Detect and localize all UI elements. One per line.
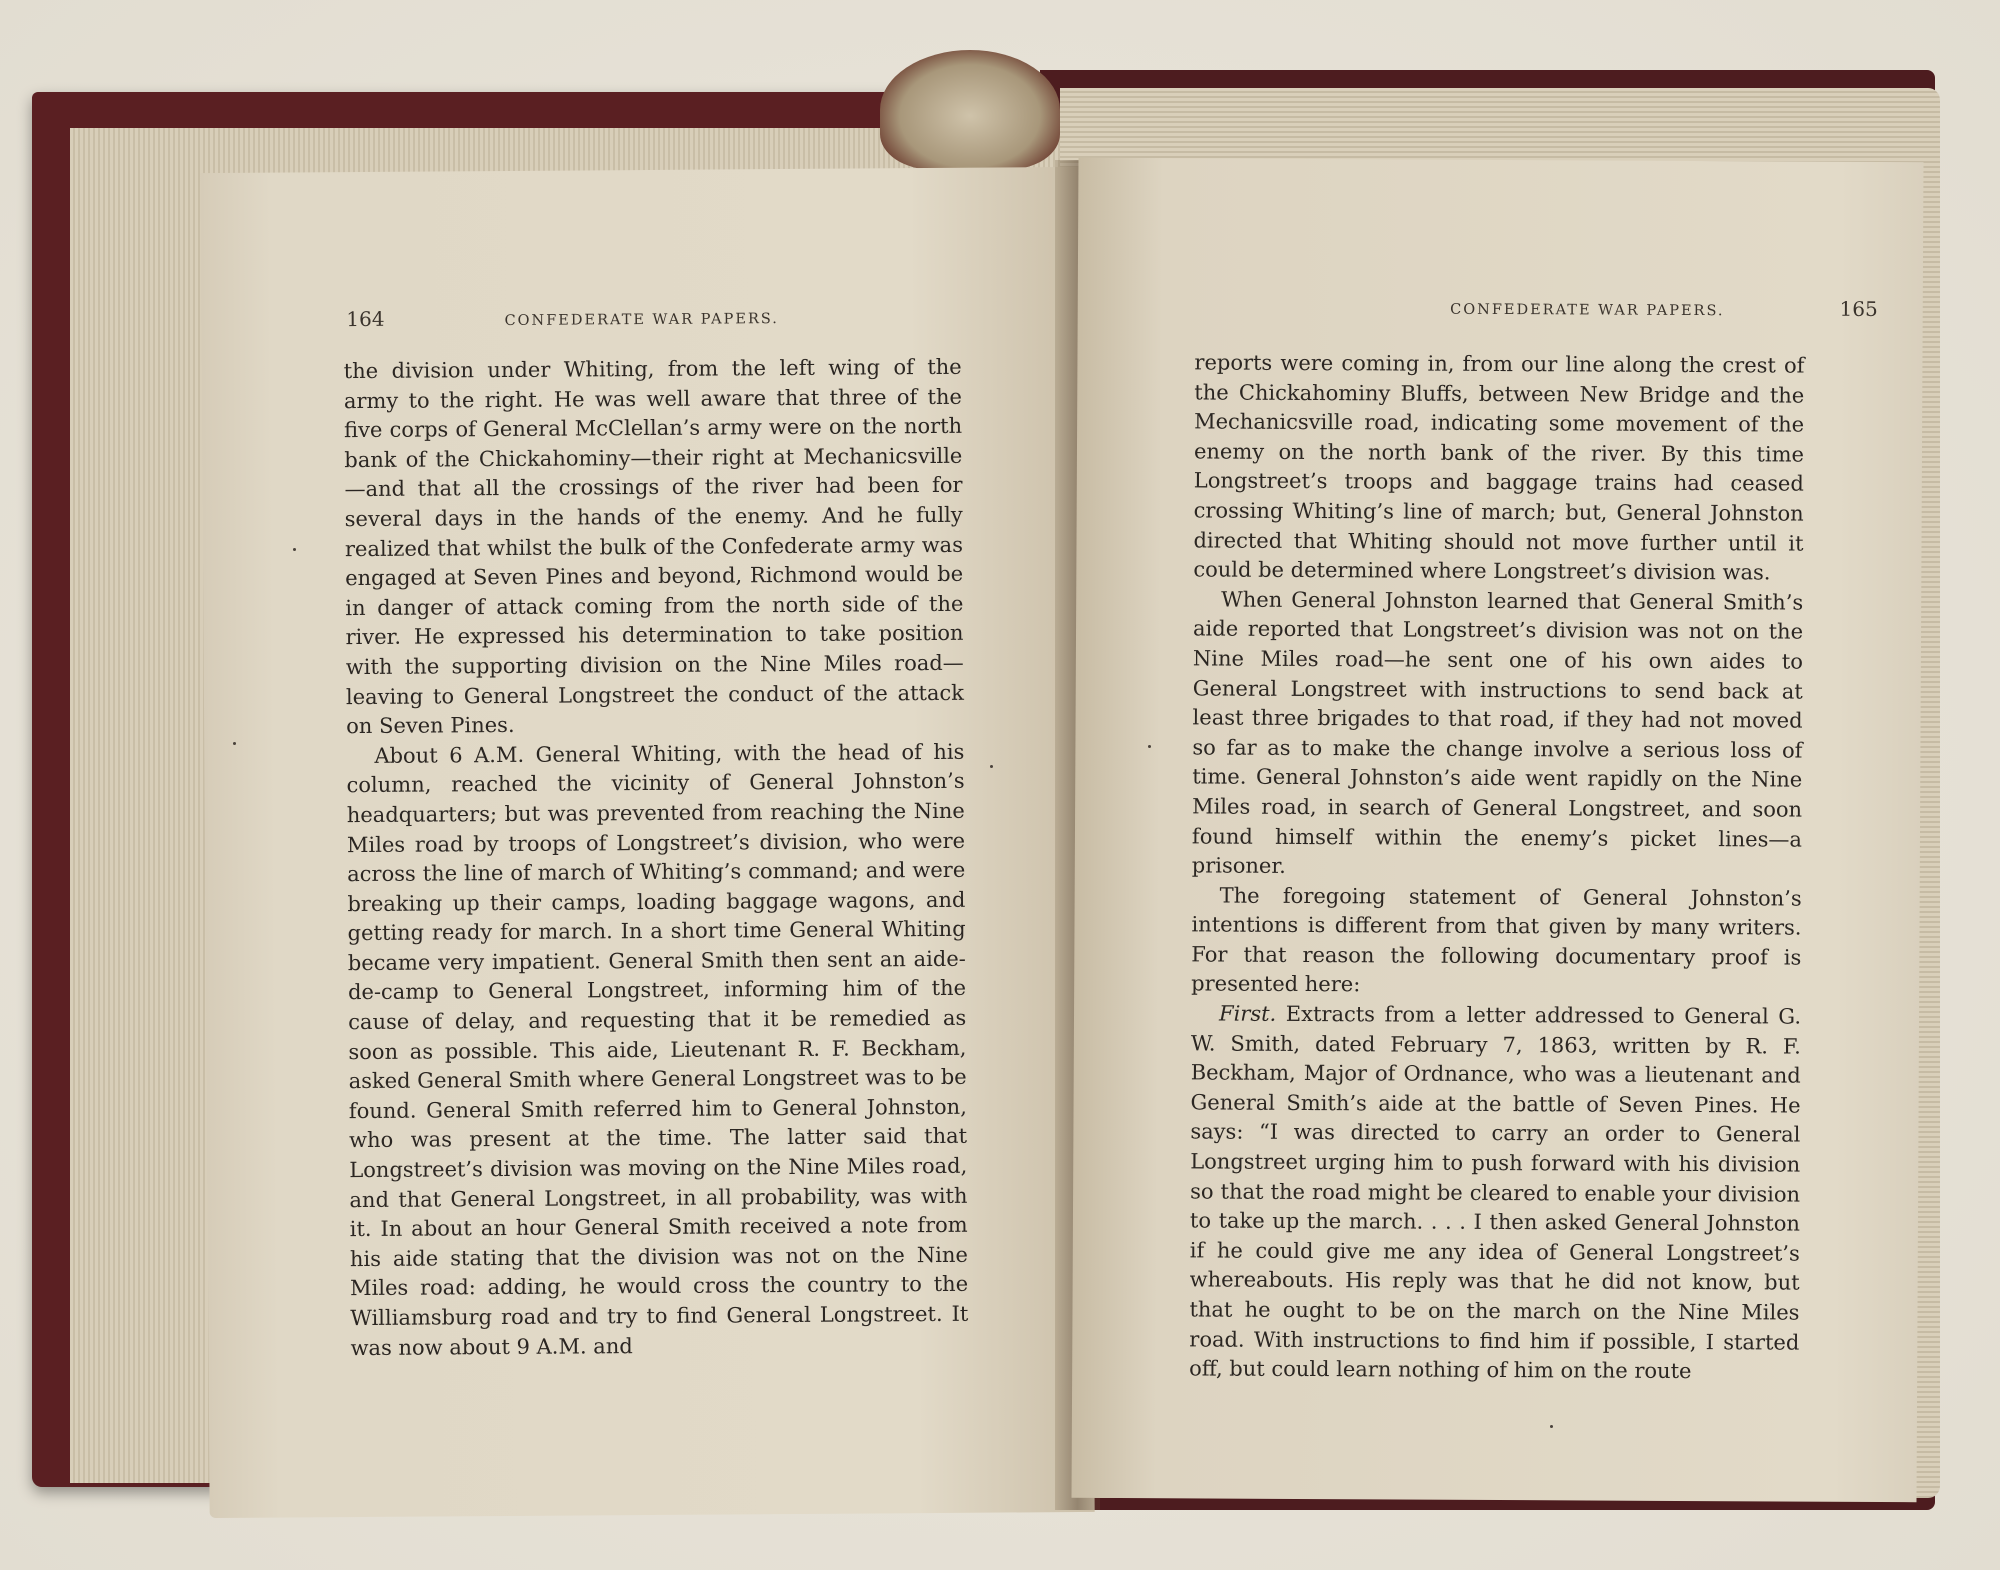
left-running-title: CONFEDERATE WAR PAPERS. (504, 311, 779, 329)
left-running-head (346, 303, 961, 331)
page-speck (1148, 745, 1151, 748)
left-text-block (344, 353, 969, 1363)
page-speck (233, 742, 236, 745)
first-text: Extracts from a letter addressed to General G. W. Smith, dated February 7, 1863, written by R. F. Beckham, Major of Ordnance, who was a lieutenant and General Smith’s aide at the battle of Seven Pines. He says: “I was directed to carry an order to General Longstreet urging him to push forward with his division so that the road might be cleared to enable your division to take up the march. . . . I then asked General Johnston if he could give me any idea of General Longstreet’s whereabouts. His reply was that he did not know, but that he ought to be on the march on the Nine Miles road. With instructions to find him if possible, I started off, but could learn nothing of him on the route (1189, 1001, 1802, 1384)
right-page (1071, 158, 1923, 1502)
page-speck (293, 548, 296, 551)
book-spine (880, 50, 1060, 170)
right-running-title: CONFEDERATE WAR PAPERS. (1450, 301, 1725, 320)
left-paragraph: About 6 A.M. General Whiting, with the head of his column, reached the vicinity of General Johnston’s headquarters; but was prevented from reaching the Nine Miles road by troops of Longstreet’s division, who were across the line of march of Whiting’s command; and were breaking up their camps, loading baggage wagons, and getting ready for march. In a short time General Whiting became very impatient. General Smith then sent an aide-de-camp to General Longstreet, informing him of the cause of delay, and requesting that it be remedied as soon as possible. This aide, Lieutenant R. F. Beckham, asked General Smith where General Longstreet was to be found. General Smith referred him to General Johnston, who was present at the time. The latter said that Longstreet’s division was moving on the Nine Miles road, and that General Longstreet, in all probability, was with it. In about an hour General Smith received a note from his aide stating that the division was not on the Nine Miles road: adding, he would cross the country to the Williamsburg road and try to find General Longstreet. It was now about 9 A.M. and (346, 739, 969, 1360)
left-page-number: 164 (346, 306, 385, 332)
left-page (200, 167, 1094, 1518)
page-speck (1550, 1425, 1553, 1428)
right-page-number: 165 (1839, 296, 1878, 321)
right-paragraph: reports were coming in, from our line along the crest of the Chickahominy Bluffs, between New Bridge and the Mechanicsville road, indicating some movement of the enemy on the north bank of the river. By this time Longstreet’s troops and baggage trains had ceased crossing Whiting’s line of march; but, General Johnston directed that Whiting should not move further until it could be determined where Longstreet’s division was. (1193, 350, 1805, 585)
right-text-block (1189, 348, 1804, 1387)
page-speck (990, 765, 993, 768)
right-paragraph: The foregoing statement of General Johnston’s intentions is different from that given by many writers. For that reason the following documentary proof is presented here: (1191, 883, 1802, 997)
right-running-head (1168, 293, 1878, 321)
left-paragraph: the division under Whiting, from the left wing of the army to the right. He was well aware that three of the five corps of General McClellan’s army were on the north bank of the Chickahominy—their right at Mechanicsville—and that all the crossings of the river had been for several days in the hands of the enemy. And he fully realized that whilst the bulk of the Confederate army was engaged at Seven Pines and beyond, Richmond would be in danger of attack coming from the north side of the river. He expressed his determination to take position with the supporting division on the Nine Miles road—leaving to General Longstreet the conduct of the attack on Seven Pines. (343, 354, 965, 739)
first-label: First. (1218, 1001, 1277, 1026)
right-paragraph-first (1189, 999, 1801, 1387)
right-paragraph: When General Johnston learned that General Smith’s aide reported that Longstreet’s division was not on the Nine Miles road—he sent one of his own aides to General Longstreet with instructions to send back at least three brigades to that road, if they had not moved so far as to make the change involve a serious loss of time. General Johnston’s aide went rapidly on the Nine Miles road, in search of General Longstreet, and soon found himself within the enemy’s picket lines—a prisoner. (1191, 587, 1804, 878)
